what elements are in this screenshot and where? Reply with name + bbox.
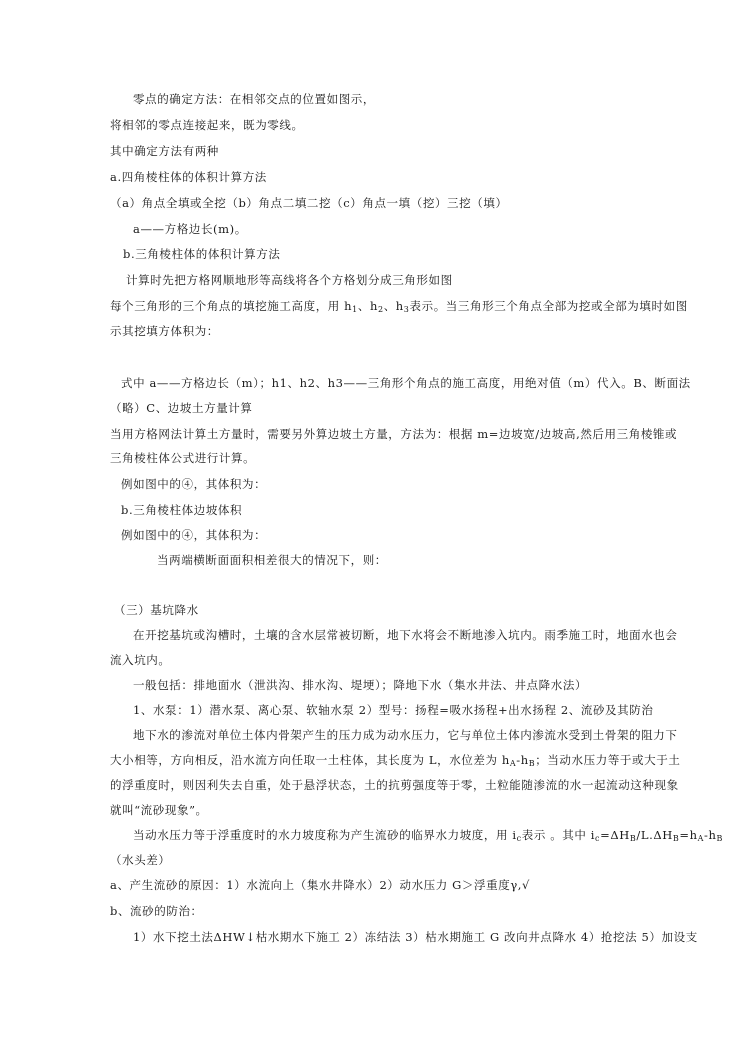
text-line: 的浮重度时，则因利失去自重，处于悬浮状态，土的抗剪强度等于零，土粒能随渗流的水一起流动这种现象 (110, 778, 679, 792)
text-line: （略）C、边坡土方量计算 (110, 401, 253, 415)
text-line: 三角棱柱体公式进行计算。 (110, 451, 256, 465)
text-line: b.三角棱柱体边坡体积 (121, 503, 243, 517)
text-line: a——方格边长(m)。 (133, 222, 247, 236)
text-line: 当两端横断面面积相差很大的情况下，则： (157, 553, 387, 567)
text-line: 流入坑内。 (110, 653, 171, 667)
text-line: 就叫“流砂现象”。 (110, 803, 208, 817)
text-line: （a）角点全填或全挖（b）角点二填二挖（c）角点一填（挖）三挖（填） (110, 196, 508, 210)
text-line: 示其挖填方体积为： (110, 324, 219, 338)
text-line: 当动水压力等于浮重度时的水力坡度称为产生流砂的临界水力坡度，用 $i_c$表示 。其中 $i_c=\Delta H_B/L.\Delta H_B=h_A-h_B$ (133, 828, 724, 843)
text-line: 零点的确定方法：在相邻交点的位置如图示， (133, 92, 375, 106)
text-line: 大小相等，方向相反，沿水流方向任取一土柱体，其长度为 L，水位差为 $h_A-h_B$；当动水压力等于或大于土 (110, 753, 681, 768)
section-heading: （三）基坑降水 (114, 603, 199, 617)
text-line: 1）水下挖土法ΔHW↓枯水期水下施工 2）冻结法 3）枯水期施工 G 改向井点降水 4）抢挖法 5）加设支 (133, 930, 698, 944)
text-line: 计算时先把方格网顺地形等高线将各个方格划分成三角形如图 (126, 273, 453, 287)
text-line: 其中确定方法有两种 (110, 144, 219, 158)
text-line: a.四角棱柱体的体积计算方法 (110, 170, 267, 184)
text-line: 在开挖基坑或沟槽时，土壤的含水层常被切断，地下水将会不断地渗入坑内。雨季施工时，地面水也会 (133, 628, 678, 642)
text-line: 1、水泵：1）潜水泵、离心泵、软轴水泵 2）型号：扬程=吸水扬程+出水扬程 2、流砂及其防治 (133, 703, 654, 717)
text-line: 地下水的渗流对单位土体内骨架产生的压力成为动水压力，它与单位土体内渗流水受到土骨架的阻力下 (133, 728, 678, 742)
text-line: a、产生流砂的原因：1）水流向上（集水井降水）2）动水压力 G＞浮重度γ,√ (110, 878, 530, 892)
text-line: 每个三角形的三个角点的填挖施工高度，用 $h_1$、$h_2$、$h_3$表示。当三角形三个角点全部为挖或全部为填时如图 (110, 299, 688, 314)
text-line: 例如图中的④，其体积为： (121, 528, 267, 542)
text-line: 当用方格网法计算土方量时，需要另外算边坡土方量，方法为：根据 m=边坡宽/边坡高,然后用三角棱锥或 (110, 427, 678, 441)
text-line: 将相邻的零点连接起来，既为零线。 (110, 118, 304, 132)
text-line: 一般包括：排地面水（泄洪沟、排水沟、堤埂）；降地下水（集水井法、井点降水法） (133, 678, 588, 692)
text-line: b.三角棱柱体的体积计算方法 (123, 247, 281, 261)
text-line: 例如图中的④，其体积为： (121, 477, 267, 491)
text-line: （水头差） (110, 853, 171, 867)
text-line: b、流砂的防治： (110, 904, 203, 918)
text-line: 式中 a——方格边长（m）；h1、h2、h3——三角形个角点的施工高度，用绝对值（m）代入。B、断面法 (121, 376, 691, 390)
